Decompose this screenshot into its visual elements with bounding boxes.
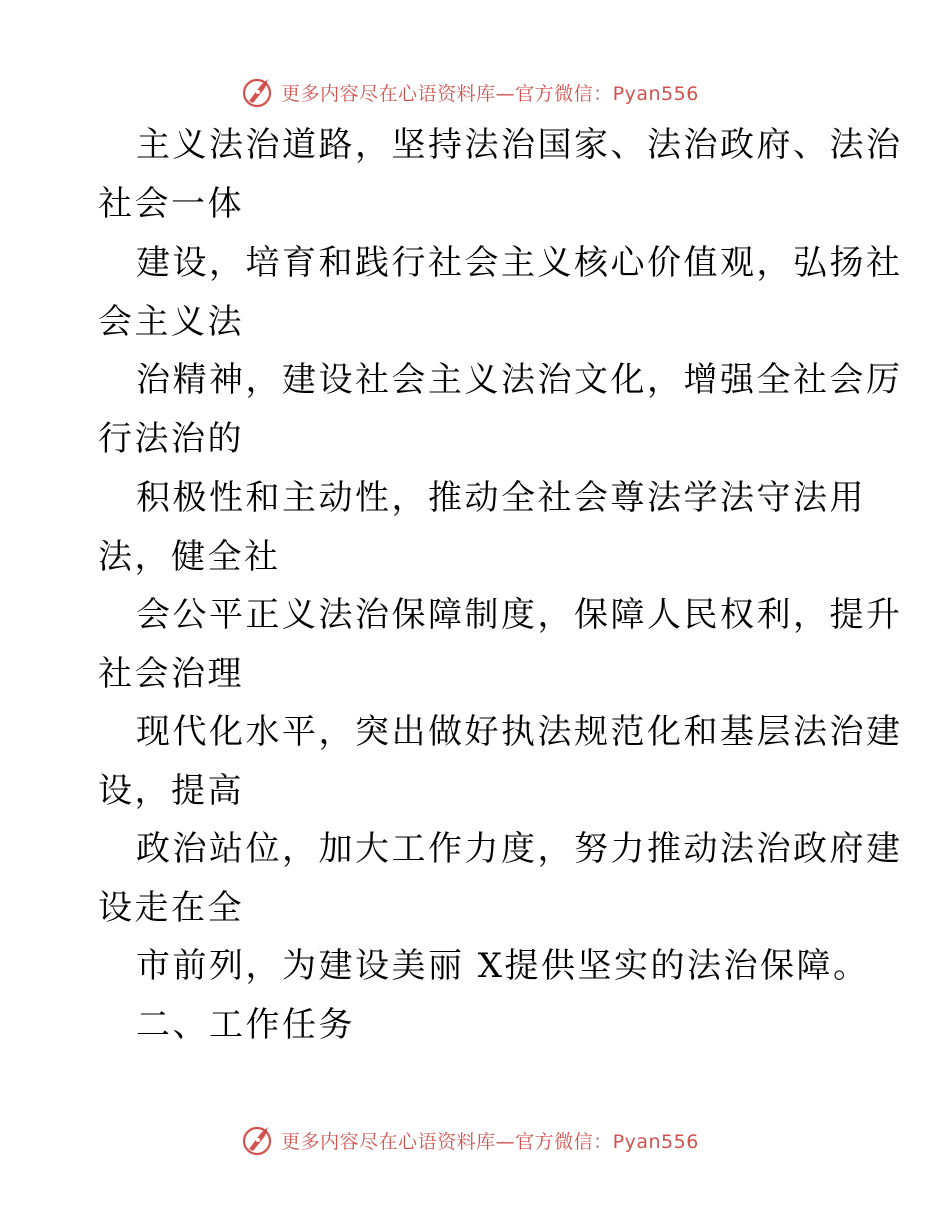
footer-banner-text: 更多内容尽在心语资料库—官方微信：Pyan556 [281, 1130, 699, 1153]
text-line: 会公平正义法治保障制度，保障人民权利，提升 [136, 595, 903, 635]
text-line: 主义法治道路，坚持法治国家、法治政府、法治 [136, 125, 903, 165]
text-line: 市前列，为建设美丽 X提供坚实的法治保障。 [136, 946, 870, 986]
text-line: 会主义法 [98, 302, 244, 342]
text-line: 法，健全社 [98, 537, 281, 577]
text-line: 行法治的 [98, 419, 244, 459]
header-banner-text: 更多内容尽在心语资料库—官方微信：Pyan556 [281, 82, 699, 105]
footer-watermark-banner [0, 1120, 950, 1160]
footer-banner-inner [241, 1123, 699, 1157]
section-heading: 二、工作任务 [136, 1005, 355, 1045]
text-line: 积极性和主动性，推动全社会尊法学法守法用 [136, 478, 866, 518]
text-line: 政治站位，加大工作力度，努力推动法治政府建 [136, 829, 903, 869]
text-line: 设，提高 [98, 771, 244, 811]
text-line: 现代化水平，突出做好执法规范化和基层法治建 [136, 712, 903, 752]
pen-nib-logo-icon [241, 1123, 275, 1157]
text-line: 治精神，建设社会主义法治文化，增强全社会厉 [136, 360, 903, 400]
text-line: 社会治理 [98, 654, 244, 694]
text-line: 建设，培育和践行社会主义核心价值观，弘扬社 [136, 243, 903, 283]
text-line: 社会一体 [98, 184, 244, 224]
text-line: 设走在全 [98, 888, 244, 928]
